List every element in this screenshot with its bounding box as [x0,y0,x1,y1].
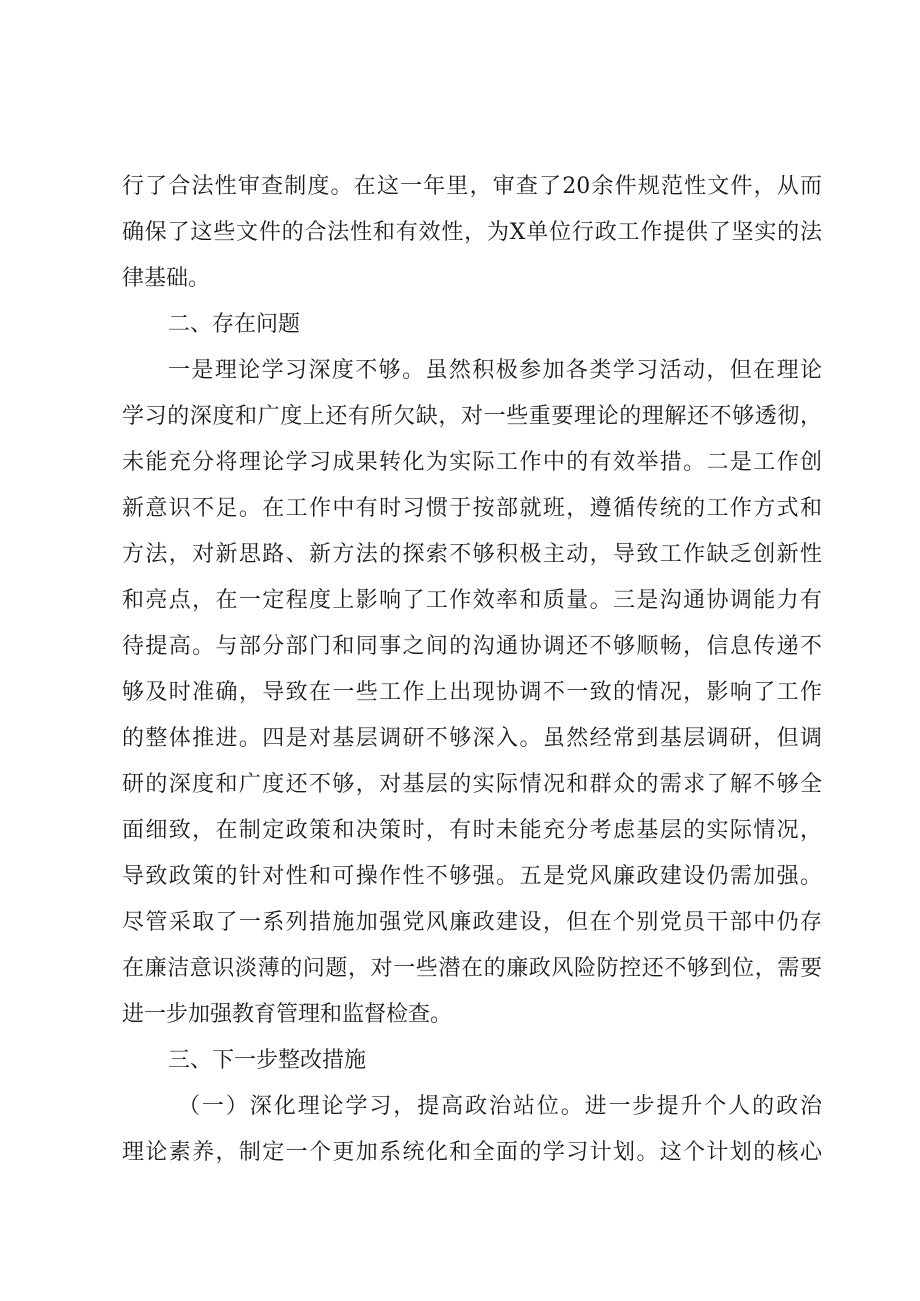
paragraph-line: 在廉洁意识淡薄的问题，对一些潜在的廉政风险防控还不够到位，需要 [122,956,822,981]
paragraph-line: 够及时准确，导致在一些工作上出现协调不一致的情况，影响了工作 [122,680,822,705]
paragraph-line: 理论素养，制定一个更加系统化和全面的学习计划。这个计划的核心 [122,1140,822,1165]
paragraph-line: 尽管采取了一系列措施加强党风廉政建设，但在个别党员干部中仍存 [122,910,822,935]
paragraph-line: 进一步加强教育管理和监督检查。 [122,1002,453,1027]
paragraph-line: 新意识不足。在工作中有时习惯于按部就班，遵循传统的工作方式和 [122,496,822,521]
paragraph-line: （一）深化理论学习，提高政治站位。进一步提升个人的政治 [178,1094,822,1119]
paragraph-line: 待提高。与部分部门和同事之间的沟通协调还不够顺畅，信息传递不 [122,634,822,659]
paragraph-line: 确保了这些文件的合法性和有效性，为X单位行政工作提供了坚实的法 [122,220,822,245]
paragraph-line: 行了合法性审查制度。在这一年里，审查了20余件规范性文件，从而 [122,174,822,199]
paragraph-line: 的整体推进。四是对基层调研不够深入。虽然经常到基层调研，但调 [122,726,822,751]
paragraph-line: 研的深度和广度还不够，对基层的实际情况和群众的需求了解不够全 [122,772,822,797]
section-heading-measures: 三、下一步整改措施 [168,1048,367,1073]
paragraph-line: 一是理论学习深度不够。虽然积极参加各类学习活动，但在理论 [168,358,822,383]
paragraph-line: 学习的深度和广度上还有所欠缺，对一些重要理论的理解还不够透彻， [122,404,822,429]
paragraph-line: 律基础。 [122,266,211,291]
paragraph-line: 面细致，在制定政策和决策时，有时未能充分考虑基层的实际情况， [122,818,822,843]
paragraph-line: 方法，对新思路、新方法的探索不够积极主动，导致工作缺乏创新性 [122,542,822,567]
paragraph-line: 未能充分将理论学习成果转化为实际工作中的有效举措。二是工作创 [122,450,822,475]
paragraph-line: 导致政策的针对性和可操作性不够强。五是党风廉政建设仍需加强。 [122,864,822,889]
paragraph-line: 和亮点，在一定程度上影响了工作效率和质量。三是沟通协调能力有 [122,588,822,613]
section-heading-issues: 二、存在问题 [168,312,301,337]
